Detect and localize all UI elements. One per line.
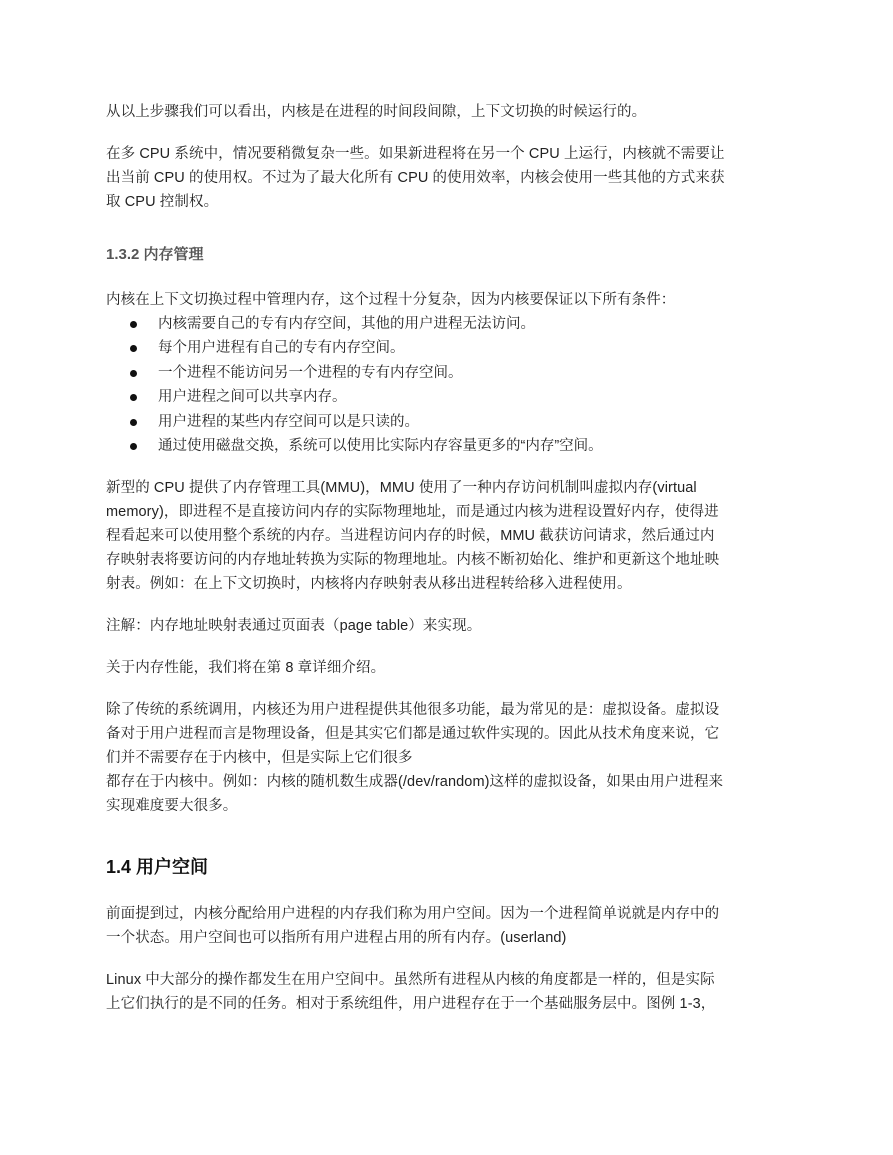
memory-conditions-list bbox=[106, 312, 796, 458]
list-item bbox=[106, 385, 796, 409]
paragraph-memory-performance: 关于内存性能，我们将在第 8 章详细介绍。 bbox=[106, 660, 386, 677]
paragraph-kernel-timing: 从以上步骤我们可以看出，内核是在进程的时间段间隙，上下文切换的时候运行的。 bbox=[106, 104, 647, 120]
list-item-text: 每个用户进程有自己的专有内存空间。 bbox=[158, 340, 405, 357]
paragraph-user-space-definition bbox=[106, 902, 796, 950]
text-line: 新型的 CPU 提供了内存管理工具(MMU)，MMU 使用了一种内存访问机制叫虚拟内存(virtual bbox=[106, 480, 697, 497]
paragraph-virtual-devices bbox=[106, 698, 796, 818]
list-item-text: 内核需要自己的专有内存空间，其他的用户进程无法访问。 bbox=[158, 316, 535, 332]
text-line: 取 CPU 控制权。 bbox=[106, 194, 219, 210]
list-item bbox=[106, 361, 796, 385]
list-item bbox=[106, 434, 796, 458]
paragraph-page-table-note: 注解：内存地址映射表通过页面表（page table）来实现。 bbox=[106, 618, 482, 635]
bullet-icon bbox=[130, 443, 137, 450]
paragraph-memory-intro: 内核在上下文切换过程中管理内存，这个过程十分复杂，因为内核要保证以下所有条件： bbox=[106, 292, 676, 308]
section-heading-user-space: 1.4 用户空间 bbox=[106, 857, 209, 878]
paragraph-multi-cpu bbox=[106, 142, 796, 214]
text-line: 出当前 CPU 的使用权。不过为了最大化所有 CPU 的使用效率，内核会使用一些其他的方式来获 bbox=[106, 170, 725, 186]
bullet-icon bbox=[130, 394, 137, 401]
text-line: Linux 中大部分的操作都发生在用户空间中。虽然所有进程从内核的角度都是一样的，但是实际 bbox=[106, 972, 715, 989]
text-line: memory)，即进程不是直接访问内存的实际物理地址，而是通过内核为进程设置好内存，使得进 bbox=[106, 504, 719, 521]
list-item-text: 用户进程之间可以共享内存。 bbox=[158, 389, 347, 406]
list-item bbox=[106, 410, 796, 434]
text-line: 备对于用户进程而言是物理设备，但是其实它们都是通过软件实现的。因此从技术角度来说，它 bbox=[106, 726, 720, 743]
text-line: 们并不需要存在于内核中，但是实际上它们很多 bbox=[106, 750, 413, 767]
text-line: 射表。例如：在上下文切换时，内核将内存映射表从移出进程转给移入进程使用。 bbox=[106, 576, 632, 593]
text-line: 实现难度要大很多。 bbox=[106, 798, 238, 815]
text-line: 都存在于内核中。例如：内核的随机数生成器(/dev/random)这样的虚拟设备，如果由用户进程来 bbox=[106, 774, 724, 791]
text-line: 存映射表将要访问的内存地址转换为实际的物理地址。内核不断初始化、维护和更新这个地址映 bbox=[106, 552, 720, 569]
list-item-text: 用户进程的某些内存空间可以是只读的。 bbox=[158, 413, 419, 430]
list-item-text: 一个进程不能访问另一个进程的专有内存空间。 bbox=[158, 364, 463, 381]
list-item-text: 通过使用磁盘交换，系统可以使用比实际内存容量更多的“内存”空间。 bbox=[158, 438, 603, 455]
text-line: 程看起来可以使用整个系统的内存。当进程访问内存的时候，MMU 截获访问请求，然后通过内 bbox=[106, 528, 715, 545]
list-item bbox=[106, 336, 796, 360]
text-line: 上它们执行的是不同的任务。相对于系统组件，用户进程存在于一个基础服务层中。图例 1-3， bbox=[106, 996, 716, 1013]
bullet-icon bbox=[130, 321, 137, 328]
document-page bbox=[106, 100, 796, 1034]
bullet-icon bbox=[130, 370, 137, 377]
section-heading-memory-management: 1.3.2 内存管理 bbox=[106, 246, 204, 263]
paragraph-mmu bbox=[106, 476, 796, 596]
bullet-icon bbox=[130, 345, 137, 352]
text-line: 前面提到过，内核分配给用户进程的内存我们称为用户空间。因为一个进程简单说就是内存中的 bbox=[106, 906, 720, 923]
paragraph-linux-user-space bbox=[106, 968, 796, 1016]
bullet-icon bbox=[130, 419, 137, 426]
text-line: 除了传统的系统调用，内核还为用户进程提供其他很多功能，最为常见的是：虚拟设备。虚拟设 bbox=[106, 702, 720, 719]
text-line: 在多 CPU 系统中，情况要稍微复杂一些。如果新进程将在另一个 CPU 上运行，内核就不需要让 bbox=[106, 146, 725, 162]
text-line: 一个状态。用户空间也可以指所有用户进程占用的所有内存。(userland) bbox=[106, 930, 567, 947]
list-item bbox=[106, 312, 796, 336]
